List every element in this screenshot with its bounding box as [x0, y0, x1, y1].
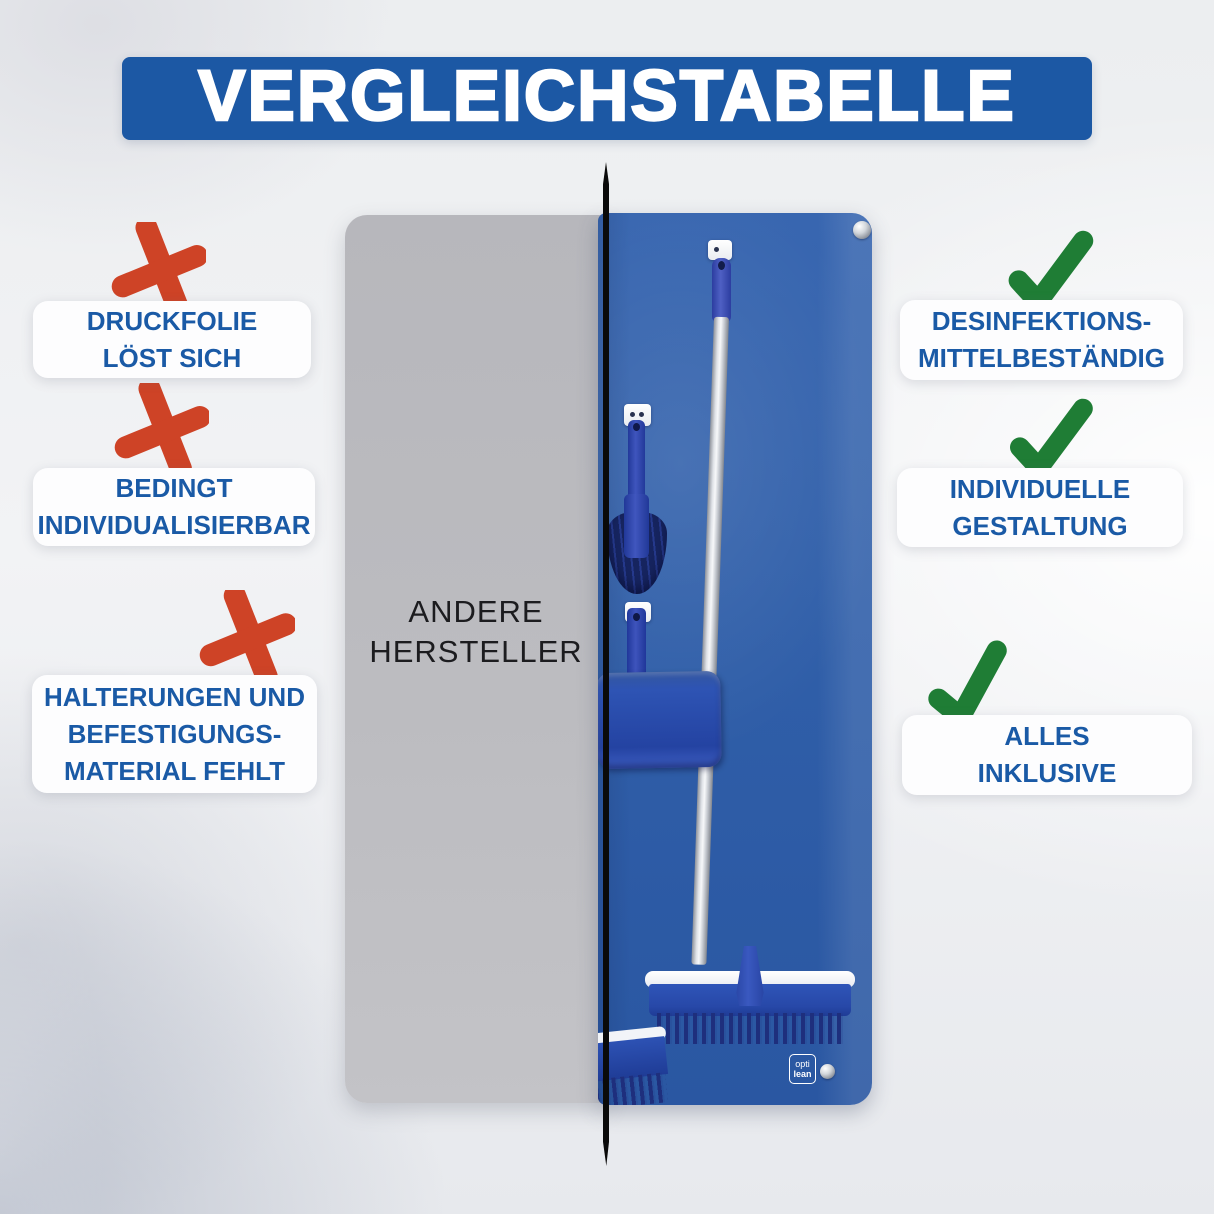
cross-icon — [198, 590, 295, 687]
con-label-druckfolie — [33, 301, 311, 378]
label-line: INKLUSIVE — [977, 758, 1117, 788]
hand-brush-handle — [628, 420, 645, 502]
dustpan-handle — [627, 608, 646, 682]
broom-holder-clip — [708, 240, 732, 260]
other-manufacturers-label — [345, 592, 607, 672]
title-banner — [122, 57, 1092, 140]
dustpan — [598, 671, 722, 769]
hand-brush-body — [624, 494, 649, 558]
con-label-individualisierbar — [33, 468, 315, 546]
label-line: INDIVIDUELLE — [949, 473, 1131, 504]
pro-label-inklusive — [902, 715, 1192, 795]
optilean-logo — [789, 1054, 816, 1084]
broom-handle — [691, 317, 729, 965]
label-line: DRUCKFOLIE — [86, 305, 258, 336]
broom-bristles — [657, 1013, 843, 1044]
pro-label-desinfektion — [900, 300, 1183, 380]
product-photo-panel — [598, 213, 872, 1105]
divider-line — [603, 162, 609, 1166]
label-line: BEDINGT — [115, 473, 233, 503]
panel-label-line: ANDERE — [408, 594, 544, 629]
screw-icon — [853, 221, 871, 239]
label-line: DESINFEKTIONS- — [931, 306, 1152, 336]
other-manufacturers-panel — [345, 215, 607, 1103]
label-line: HALTERUNGEN UND — [44, 681, 305, 712]
panel-label-line: HERSTELLER — [369, 634, 583, 669]
cross-icon — [113, 383, 209, 479]
label-line: BEFESTIGUNGS- — [67, 718, 282, 749]
broom-grip — [712, 258, 731, 322]
logo-text-bottom: lean — [793, 1068, 812, 1079]
label-line: GESTALTUNG — [952, 510, 1128, 541]
page-title: VERGLEICHSTABELLE — [198, 57, 1016, 136]
pro-label-gestaltung — [897, 468, 1183, 547]
screw-icon — [820, 1064, 835, 1079]
label-line: INDIVIDUALISIERBAR — [37, 510, 311, 540]
label-line: MATERIAL FEHLT — [64, 755, 285, 786]
con-label-halterungen — [32, 675, 317, 793]
second-broom-head — [598, 1026, 674, 1105]
logo-text-top: opti — [795, 1058, 810, 1069]
label-line: MITTELBESTÄNDIG — [918, 343, 1165, 373]
label-line: LÖST SICH — [102, 342, 242, 373]
label-line: ALLES — [1004, 721, 1090, 751]
